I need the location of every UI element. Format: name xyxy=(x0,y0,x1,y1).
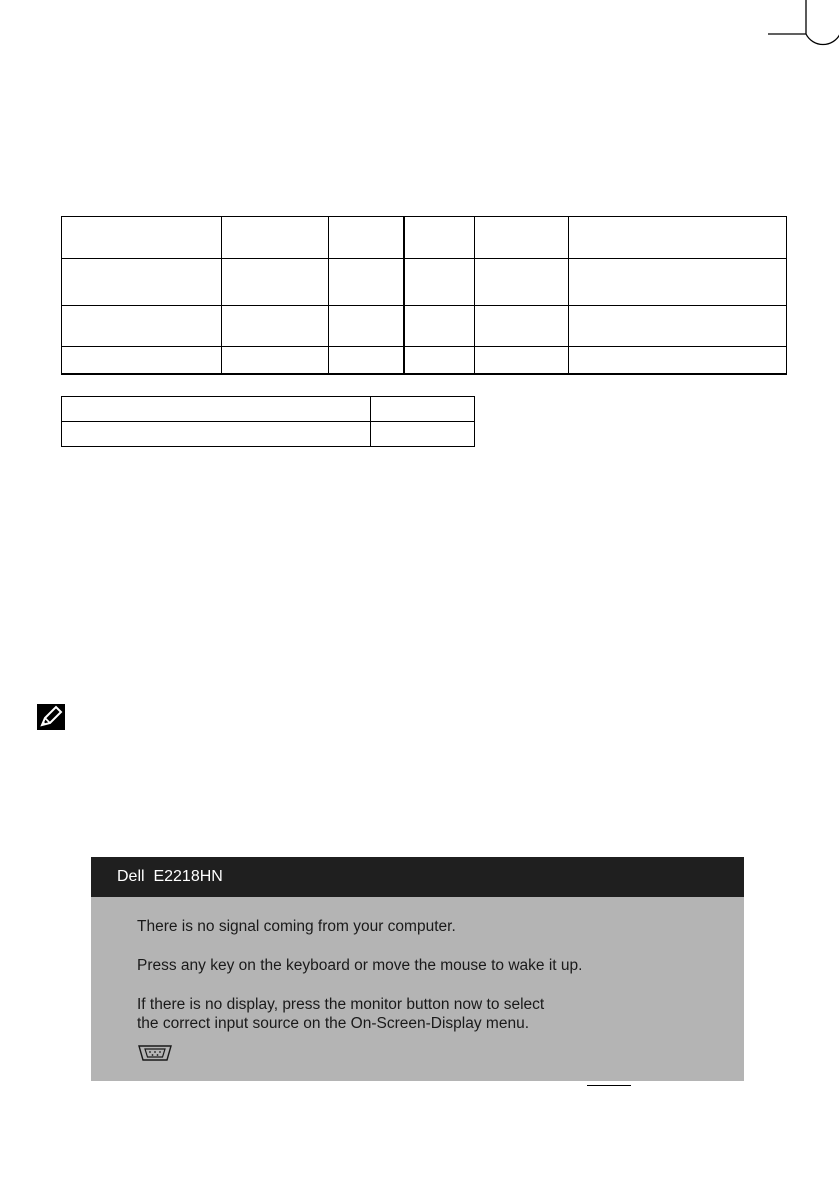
table-cell xyxy=(404,306,475,347)
table-row xyxy=(62,259,787,306)
pencil-note-icon xyxy=(36,703,66,731)
table-cell xyxy=(62,397,371,422)
table-cell xyxy=(62,347,222,374)
table-cell xyxy=(404,347,475,374)
power-spec-table xyxy=(61,216,787,375)
crop-mark-icon xyxy=(768,0,839,62)
table-cell xyxy=(62,422,371,447)
table-cell xyxy=(329,259,404,306)
table-cell xyxy=(404,259,475,306)
table-row xyxy=(62,217,787,259)
table-row xyxy=(62,306,787,347)
table-cell xyxy=(222,347,329,374)
table-cell xyxy=(62,306,222,347)
osd-title-bar xyxy=(91,857,744,897)
table-cell xyxy=(222,306,329,347)
osd-line-input-source: the correct input source on the On-Screen-Display menu. xyxy=(137,1015,529,1032)
no-signal-osd-dialog xyxy=(91,857,744,1081)
table-cell xyxy=(475,259,569,306)
table-cell xyxy=(329,217,404,259)
table-row xyxy=(62,347,787,374)
table-row xyxy=(62,422,475,447)
table-cell xyxy=(569,347,787,374)
table-cell xyxy=(475,347,569,374)
table-cell xyxy=(222,217,329,259)
osd-line-wake: Press any key on the keyboard or move the mouse to wake it up. xyxy=(137,957,583,974)
vga-connector-icon xyxy=(137,1043,173,1063)
table-row xyxy=(62,397,475,422)
table-cell xyxy=(569,259,787,306)
osd-line-select-input: If there is no display, press the monitor button now to select xyxy=(137,996,545,1013)
table-cell xyxy=(569,306,787,347)
underline-mark xyxy=(587,1085,631,1086)
table-cell xyxy=(329,347,404,374)
osd-line-no-signal: There is no signal coming from your computer. xyxy=(137,918,456,935)
table-cell xyxy=(371,422,475,447)
table-cell xyxy=(62,259,222,306)
table-cell xyxy=(371,397,475,422)
table-cell xyxy=(404,217,475,259)
osd-title: Dell E2218HN xyxy=(117,868,223,885)
table-cell xyxy=(222,259,329,306)
energy-consumption-table xyxy=(61,396,475,447)
osd-body xyxy=(91,897,744,1063)
table-cell xyxy=(475,306,569,347)
table-cell xyxy=(569,217,787,259)
table-cell xyxy=(475,217,569,259)
table-cell xyxy=(329,306,404,347)
table-cell xyxy=(62,217,222,259)
